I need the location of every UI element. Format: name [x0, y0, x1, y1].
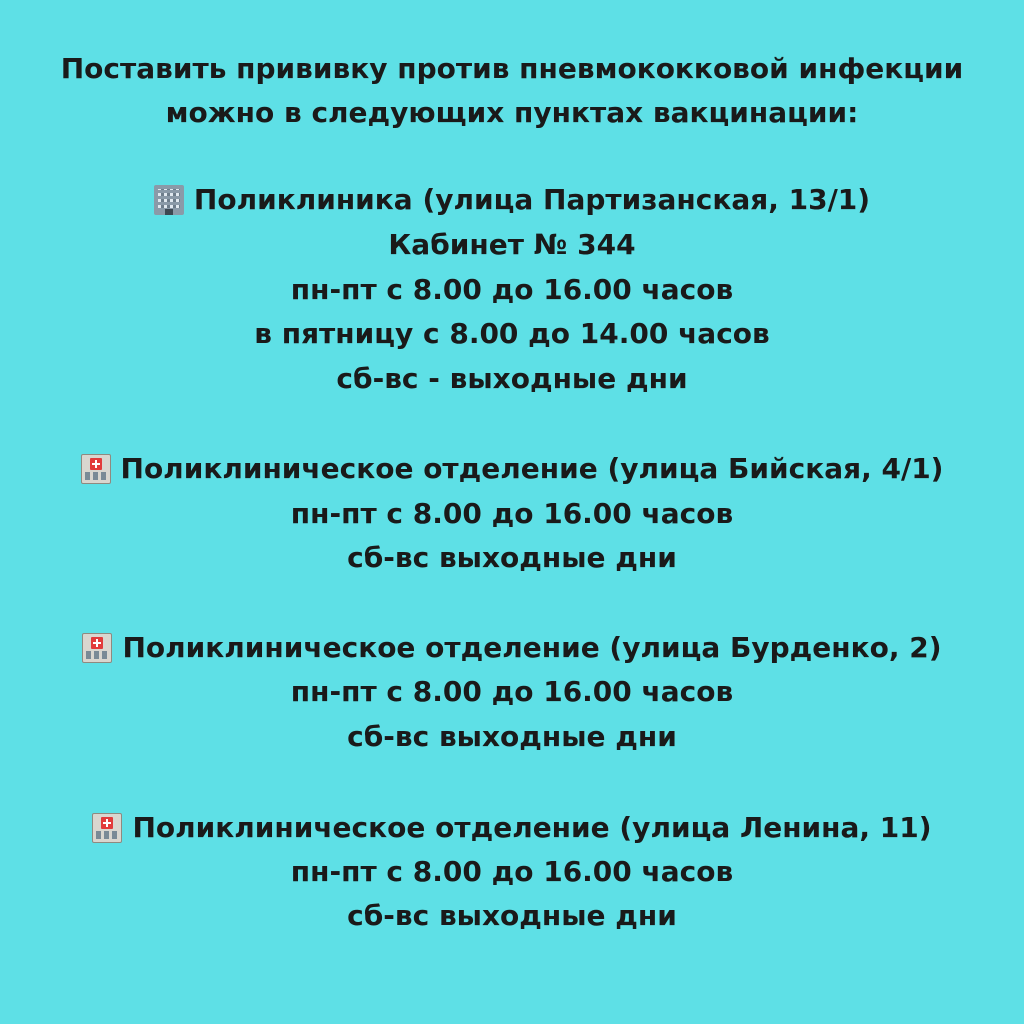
location-2-weekend: сб-вс выходные дни — [347, 541, 677, 574]
hospital-icon — [92, 813, 122, 843]
heading-line-1: Поставить прививку против пневмококковой инфекции — [60, 52, 964, 85]
location-1-room: Кабинет № 344 — [388, 228, 636, 261]
location-3-weekend: сб-вс выходные дни — [347, 720, 677, 753]
location-4-weekend: сб-вс выходные дни — [347, 899, 677, 932]
hospital-icon — [81, 454, 111, 484]
location-4-title: Поликлиническое отделение (улица Ленина, 11) — [0, 810, 1024, 852]
location-1-hours-weekdays: пн-пт с 8.00 до 16.00 часов — [290, 273, 734, 306]
location-2-title: Поликлиническое отделение (улица Бийская, 4/1) — [0, 451, 1024, 493]
hospital-icon — [82, 633, 112, 663]
location-1-hours-friday: в пятницу с 8.00 до 14.00 часов — [254, 317, 770, 350]
location-3-title: Поликлиническое отделение (улица Бурденко, 2) — [0, 630, 1024, 672]
location-1-weekend: сб-вс - выходные дни — [336, 362, 688, 395]
office-building-icon — [154, 185, 184, 215]
heading-line-2: можно в следующих пунктах вакцинации: — [165, 96, 859, 129]
location-3-hours-weekdays: пн-пт с 8.00 до 16.00 часов — [290, 675, 734, 708]
location-2-hours-weekdays: пн-пт с 8.00 до 16.00 часов — [290, 497, 734, 530]
location-1-title: Поликлиника (улица Партизанская, 13/1) — [0, 182, 1024, 224]
location-4-hours-weekdays: пн-пт с 8.00 до 16.00 часов — [290, 855, 734, 888]
